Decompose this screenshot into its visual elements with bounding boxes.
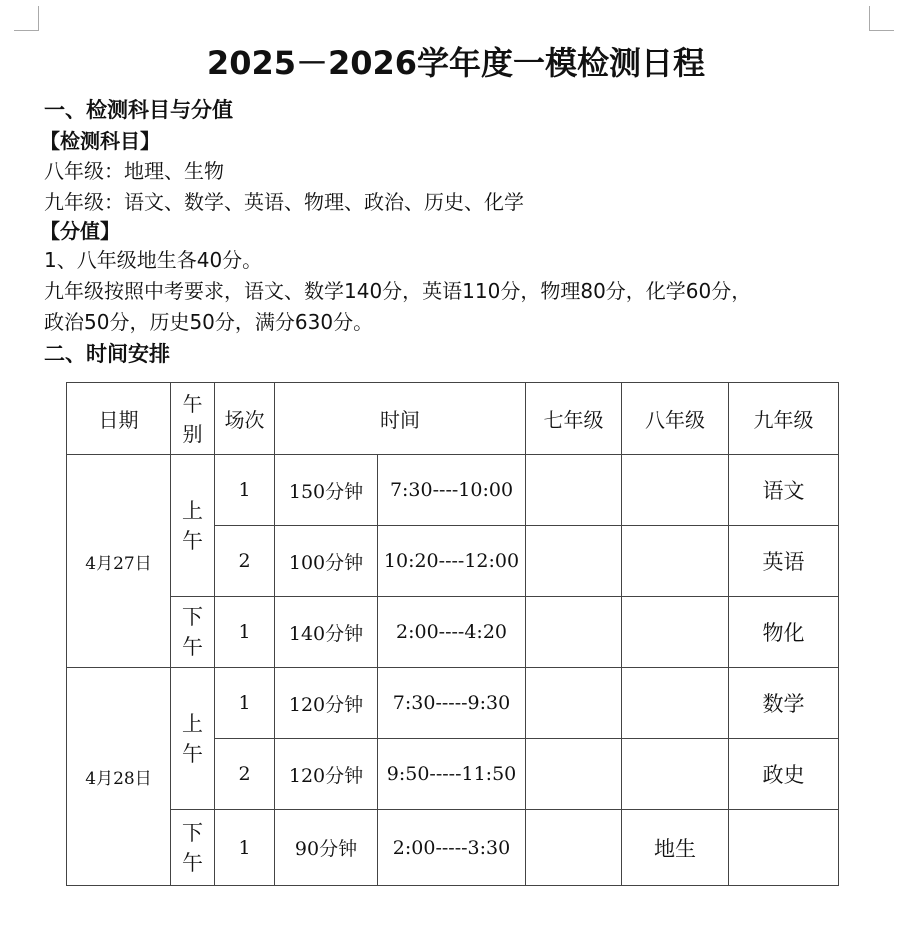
grade8-cell [622, 455, 729, 526]
grade7-cell [526, 739, 622, 810]
scores-label: 【分值】 [40, 219, 120, 243]
grade7-cell [526, 597, 622, 668]
schedule-table [66, 382, 839, 886]
grade8-cell [622, 739, 729, 810]
header-grade9: 九年级 [729, 383, 839, 455]
time-cell: 9:50-----11:50 [378, 739, 526, 810]
grade9-cell: 政史 [729, 739, 839, 810]
grade8-cell [622, 526, 729, 597]
header-time: 时间 [275, 383, 526, 455]
grade7-cell [526, 526, 622, 597]
period-pm: 下 午 [171, 597, 215, 668]
date-cell: 4月27日 [67, 455, 171, 668]
time-cell: 2:00----4:20 [378, 597, 526, 668]
session-cell: 2 [215, 739, 275, 810]
grade7-cell [526, 810, 622, 886]
duration-cell: 120分钟 [275, 668, 378, 739]
duration-cell: 140分钟 [275, 597, 378, 668]
header-session: 场次 [215, 383, 275, 455]
grade8-cell [622, 668, 729, 739]
time-cell: 2:00-----3:30 [378, 810, 526, 886]
grade8-subjects: 八年级：地理、生物 [44, 159, 224, 183]
session-cell: 2 [215, 526, 275, 597]
duration-cell: 120分钟 [275, 739, 378, 810]
section2-heading: 二、时间安排 [44, 342, 170, 366]
session-cell: 1 [215, 597, 275, 668]
grade9-cell: 数学 [729, 668, 839, 739]
period-am: 上 午 [171, 668, 215, 810]
score-line-3: 政治50分，历史50分，满分630分。 [44, 310, 374, 334]
time-cell: 7:30-----9:30 [378, 668, 526, 739]
header-grade8: 八年级 [622, 383, 729, 455]
time-cell: 7:30----10:00 [378, 455, 526, 526]
session-cell: 1 [215, 668, 275, 739]
grade9-cell: 语文 [729, 455, 839, 526]
period-pm: 下 午 [171, 810, 215, 886]
section1-heading: 一、检测科目与分值 [44, 98, 233, 122]
time-cell: 10:20----12:00 [378, 526, 526, 597]
session-cell: 1 [215, 810, 275, 886]
date-cell: 4月28日 [67, 668, 171, 886]
period-am: 上 午 [171, 455, 215, 597]
duration-cell: 100分钟 [275, 526, 378, 597]
grade9-cell: 英语 [729, 526, 839, 597]
page-corner-mark-left [14, 6, 39, 31]
header-date: 日期 [67, 383, 171, 455]
session-cell: 1 [215, 455, 275, 526]
document-title: 2025－2026学年度一模检测日程 [206, 44, 706, 82]
grade8-cell: 地生 [622, 810, 729, 886]
duration-cell: 90分钟 [275, 810, 378, 886]
grade9-subjects: 九年级：语文、数学、英语、物理、政治、历史、化学 [44, 190, 524, 214]
header-period: 午 别 [171, 383, 215, 455]
grade7-cell [526, 668, 622, 739]
subjects-label: 【检测科目】 [40, 129, 160, 153]
grade8-cell [622, 597, 729, 668]
grade9-cell: 物化 [729, 597, 839, 668]
grade9-cell [729, 810, 839, 886]
duration-cell: 150分钟 [275, 455, 378, 526]
grade7-cell [526, 455, 622, 526]
header-grade7: 七年级 [526, 383, 622, 455]
score-line-2: 九年级按照中考要求，语文、数学140分，英语110分，物理80分，化学60分， [44, 279, 752, 303]
page-corner-mark-right [869, 6, 894, 31]
score-line-1: 1、八年级地生各40分。 [44, 248, 263, 272]
